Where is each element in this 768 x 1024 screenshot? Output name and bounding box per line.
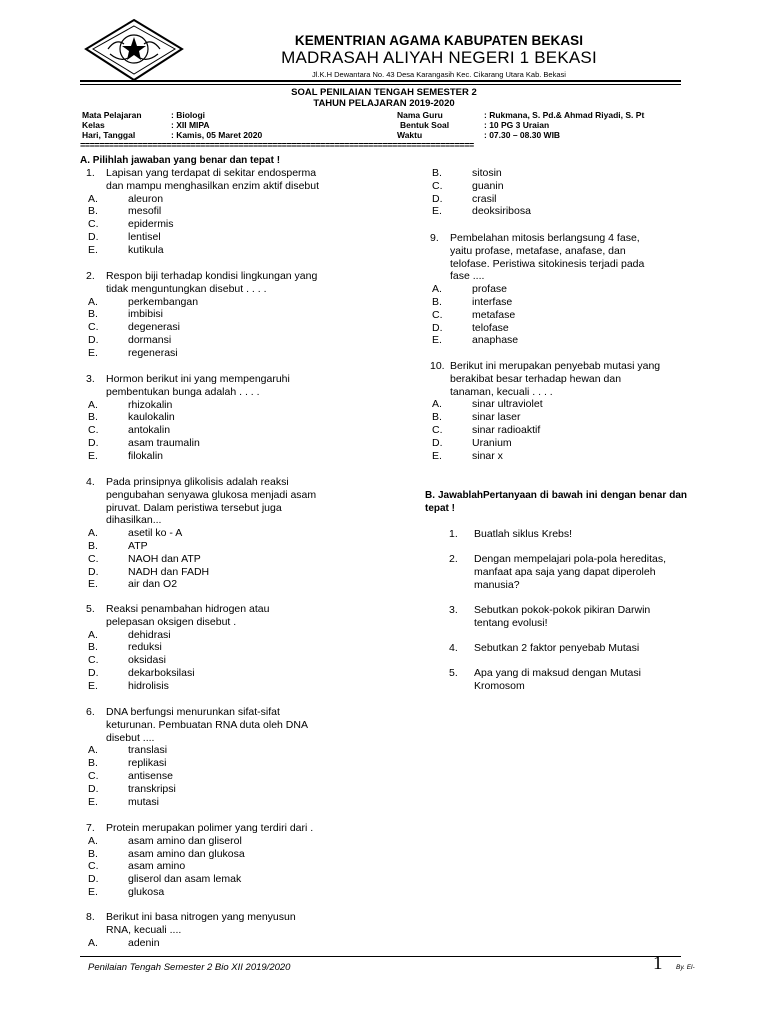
option-text: metafase [472,308,516,321]
option-text: sinar x [472,449,503,462]
essay-text: manusia? [474,579,520,591]
header-rule-thin [80,84,681,85]
question-text: pelepasan oksigen disebut . [106,615,237,628]
answer-option [88,399,356,412]
answer-option [88,835,356,848]
option-text: adenin [128,936,160,949]
essay-text: Sebutkan pokok-pokok pikiran Darwin [474,604,651,616]
meta-value: : Kamis, 05 Maret 2020 [171,130,263,140]
question-number: 8. [86,911,95,923]
question-text: pembentukan bunga adalah . . . . [106,385,260,398]
answer-option [88,321,356,334]
option-letter: C. [88,424,99,437]
answer-option [88,244,356,257]
question-number: 9. [430,232,439,244]
option-text: replikasi [128,757,167,770]
option-text: dormansi [128,333,172,346]
option-letter: B. [88,847,98,860]
answer-option [88,744,356,757]
answer-option [432,283,690,296]
answer-option [88,796,356,809]
option-text: deoksiribosa [472,205,531,218]
option-text: profase [472,283,508,296]
answer-option [432,193,690,206]
essay-number: 1. [449,528,458,540]
question-text: RNA, kecuali .... [106,923,182,936]
option-text: asam traumalin [128,436,200,449]
option-letter: B. [432,167,442,179]
school-address: Jl.K.H Dewantara No. 43 Desa Karangasih Kec. Cikarang Utara Kab. Bekasi [312,70,566,79]
option-letter: B. [88,641,98,654]
option-letter: E. [88,885,98,898]
answer-option [88,205,356,218]
essay-item [449,553,689,592]
option-text: rhizokalin [128,398,173,411]
answer-option [88,886,356,899]
option-letter: A. [88,834,98,847]
essay-item [449,642,689,655]
essay-text: tentang evolusi! [474,617,548,629]
option-text: sinar ultraviolet [472,398,543,411]
question-item [430,167,690,218]
meta-label: Hari, Tanggal [82,130,136,140]
meta-label: Nama Guru [397,110,443,120]
option-letter: E. [88,679,98,692]
option-text: Uranium [472,436,512,449]
ministry-name: KEMENTRIAN AGAMA KABUPATEN BEKASI [294,33,584,48]
question-item [86,167,356,257]
option-letter: A. [88,936,98,949]
option-text: ATP [128,539,148,552]
essay-text: Sebutkan 2 faktor penyebab Mutasi [474,642,640,654]
option-letter: D. [88,666,99,679]
footer-text: Penilaian Tengah Semester 2 Bio XII 2019/2020 [88,962,291,973]
option-letter: D. [88,565,99,578]
option-letter: C. [88,552,99,565]
answer-option [88,860,356,873]
option-text: glukosa [128,885,165,898]
question-text: telofase. Peristiwa sitokinesis terjadi pada [450,257,645,270]
option-text: reduksi [128,641,162,654]
question-item [86,373,356,463]
answer-option [88,680,356,693]
option-letter: B. [432,295,442,308]
question-text: tanaman, kecuali . . . . [450,385,553,398]
option-letter: A. [432,283,442,296]
meta-label: Kelas [82,120,105,130]
option-letter: A. [88,628,98,641]
meta-label: Waktu [397,130,423,140]
question-number: 4. [86,476,95,488]
question-text: fase .... [450,270,485,283]
answer-option [88,770,356,783]
question-text: Reaksi penambahan hidrogen atau [106,603,270,615]
option-text: kutikula [128,243,164,256]
question-text: dihasilkan... [106,514,162,527]
option-text: oksidasi [128,654,166,667]
question-text: Pada prinsipnya glikolisis adalah reaksi [106,476,289,488]
option-letter: D. [432,192,443,205]
question-number: 1. [86,167,95,179]
option-text: mutasi [128,795,159,808]
answer-option [432,167,690,180]
option-letter: B. [88,539,98,552]
question-text: DNA berfungsi menurunkan sifat-sifat [106,706,280,718]
question-text: disebut .... [106,731,155,744]
meta-value: : XII MIPA [171,120,210,130]
meta-value: : 10 PG 3 Uraian [484,120,550,130]
essay-text: Kromosom [474,680,525,692]
essay-text: manfaat apa saja yang dapat diperoleh [474,566,656,578]
answer-option [88,757,356,770]
option-letter: A. [88,192,98,205]
option-letter: A. [88,744,98,757]
option-text: translasi [128,744,168,757]
option-letter: E. [88,449,98,462]
question-text: pengubahan senyawa glukosa menjadi asam [106,488,317,501]
answer-option [88,411,356,424]
option-letter: D. [88,333,99,346]
answer-option [88,218,356,231]
answer-option [432,450,690,463]
option-text: perkembangan [128,295,199,308]
question-text: piruvat. Dalam peristiwa tersebut juga [106,501,282,514]
option-text: NAOH dan ATP [128,552,201,565]
answer-option [432,424,690,437]
answer-option [88,308,356,321]
answer-option [88,578,356,591]
answer-option [88,527,356,540]
essay-number: 2. [449,553,458,565]
option-letter: D. [432,436,443,449]
question-item [430,232,690,347]
option-letter: C. [88,654,99,667]
section-b-instruction: B. JawablahPertanyaan di bawah ini dengan benar dan tepat ! [425,490,687,514]
header-rule [80,80,681,82]
option-text: regenerasi [128,346,178,359]
answer-option [88,437,356,450]
option-letter: E. [88,346,98,359]
option-letter: E. [432,449,442,462]
answer-option [88,848,356,861]
question-item [430,360,690,462]
answer-option [88,347,356,360]
option-letter: E. [88,795,98,808]
exam-year: TAHUN PELAJARAN 2019-2020 [313,98,455,109]
exam-title: SOAL PENILAIAN TENGAH SEMESTER 2 [291,87,477,98]
essay-item [449,604,689,630]
option-letter: C. [88,860,99,873]
answer-option [88,540,356,553]
option-letter: D. [88,782,99,795]
answer-option [88,424,356,437]
question-text: tidak menguntungkan disebut . . . . [106,282,267,295]
question-text: berakibat besar terhadap hewan dan [450,372,622,385]
answer-option [432,322,690,335]
question-text: Protein merupakan polimer yang terdiri dari . [106,822,314,834]
essay-text: Apa yang di maksud dengan Mutasi [474,667,641,679]
option-text: antokalin [128,424,171,437]
option-text: sitosin [472,167,502,179]
option-text: crasil [472,192,497,205]
option-letter: A. [432,398,442,411]
option-letter: E. [432,334,442,347]
option-text: imbibisi [128,308,164,321]
option-text: asam amino [128,860,186,873]
option-letter: D. [88,873,99,886]
meta-value: : Rukmana, S. Pd.& Ahmad Riyadi, S. Pt [484,110,645,120]
option-letter: E. [88,578,98,591]
option-text: NADH dan FADH [128,565,210,578]
question-number: 7. [86,822,95,834]
option-text: epidermis [128,218,174,231]
question-text: Pembelahan mitosis berlangsung 4 fase, [450,232,640,244]
ministry-emblem-icon [82,18,186,82]
school-name: MADRASAH ALIYAH NEGERI 1 BEKASI [281,48,597,67]
option-letter: C. [88,218,99,231]
option-letter: B. [88,308,98,321]
question-item [86,706,356,808]
essay-item [449,667,689,693]
option-letter: A. [88,527,98,540]
question-text: Respon biji terhadap kondisi lingkungan yang [106,270,318,282]
essay-item [449,528,689,541]
option-letter: C. [88,769,99,782]
meta-value: : Biologi [171,110,205,120]
question-item [86,822,356,899]
answer-option [88,937,356,950]
question-number: 5. [86,603,95,615]
option-text: asam amino dan glukosa [128,847,245,860]
option-letter: C. [432,423,443,436]
answer-option [88,667,356,680]
section-a-instruction: A. Pilihlah jawaban yang benar dan tepat ! [80,155,281,166]
option-letter: B. [88,411,98,424]
question-number: 10. [430,360,445,372]
meta-label: Bentuk Soal [400,120,450,130]
option-letter: D. [432,321,443,334]
answer-option [88,334,356,347]
separator-line: ================================================================================== [80,141,474,151]
question-text: Lapisan yang terdapat di sekitar endosperma [106,167,317,179]
author-signature: By. El- [676,964,695,971]
answer-option [88,629,356,642]
meta-value: : 07.30 – 08.30 WIB [484,130,561,140]
question-text: yaitu profase, metafase, anafase, dan [450,244,626,257]
option-text: hidrolisis [128,679,169,692]
answer-option [432,411,690,424]
option-text: anaphase [472,334,519,347]
answer-option [432,334,690,347]
answer-option [88,654,356,667]
question-number: 6. [86,706,95,718]
option-text: gliserol dan asam lemak [128,873,242,886]
option-text: air dan O2 [128,578,178,591]
option-letter: A. [88,295,98,308]
answer-option [88,450,356,463]
answer-option [88,566,356,579]
option-letter: A. [88,398,98,411]
option-text: aleuron [128,192,164,205]
essay-number: 4. [449,642,458,654]
answer-option [432,205,690,218]
question-item [86,476,356,591]
answer-option [88,783,356,796]
question-text: Berikut ini merupakan penyebab mutasi yang [450,360,661,372]
option-letter: C. [432,308,443,321]
option-letter: E. [88,243,98,256]
answer-option [432,398,690,411]
answer-option [432,296,690,309]
option-text: mesofil [128,205,162,218]
option-text: transkripsi [128,782,176,795]
footer-rule [80,956,681,957]
option-text: kaulokalin [128,411,175,424]
question-item [86,911,356,949]
question-number: 3. [86,373,95,385]
option-letter: B. [88,205,98,218]
page-number: 1 [653,953,663,974]
question-text: keturunan. Pembuatan RNA duta oleh DNA [106,718,308,731]
option-text: antisense [128,769,173,782]
answer-option [432,437,690,450]
option-text: interfase [472,295,513,308]
option-letter: C. [432,179,443,192]
option-text: sinar radioaktif [472,423,541,436]
option-text: dekarboksilasi [128,666,195,679]
option-text: filokalin [128,449,164,462]
option-text: degenerasi [128,321,180,334]
answer-option [432,180,690,193]
option-letter: E. [432,205,442,218]
option-letter: B. [432,411,442,424]
question-item [86,603,356,693]
answer-option [88,193,356,206]
option-letter: B. [88,757,98,770]
answer-option [88,553,356,566]
option-letter: D. [88,230,99,243]
question-number: 2. [86,270,95,282]
option-text: lentisel [128,230,161,243]
essay-text: Dengan mempelajari pola-pola hereditas, [474,553,667,565]
option-text: asetil ko - A [128,527,183,540]
question-text: dan mampu menghasilkan enzim aktif disebut [106,179,320,192]
question-item [86,270,356,360]
essay-text: Buatlah siklus Krebs! [474,528,573,540]
answer-option [88,641,356,654]
answer-option [88,231,356,244]
meta-label: Mata Pelajaran [82,110,142,120]
option-letter: C. [88,321,99,334]
question-text: Berikut ini basa nitrogen yang menyusun [106,911,296,923]
answer-option [88,296,356,309]
option-text: sinar laser [472,411,521,424]
answer-option [88,873,356,886]
option-text: telofase [472,321,509,334]
question-text: Hormon berikut ini yang mempengaruhi [106,373,290,385]
essay-number: 5. [449,667,458,679]
option-text: dehidrasi [128,628,171,641]
option-text: guanin [472,179,504,192]
answer-option [432,309,690,322]
option-letter: D. [88,436,99,449]
essay-number: 3. [449,604,458,616]
option-text: asam amino dan gliserol [128,834,242,847]
